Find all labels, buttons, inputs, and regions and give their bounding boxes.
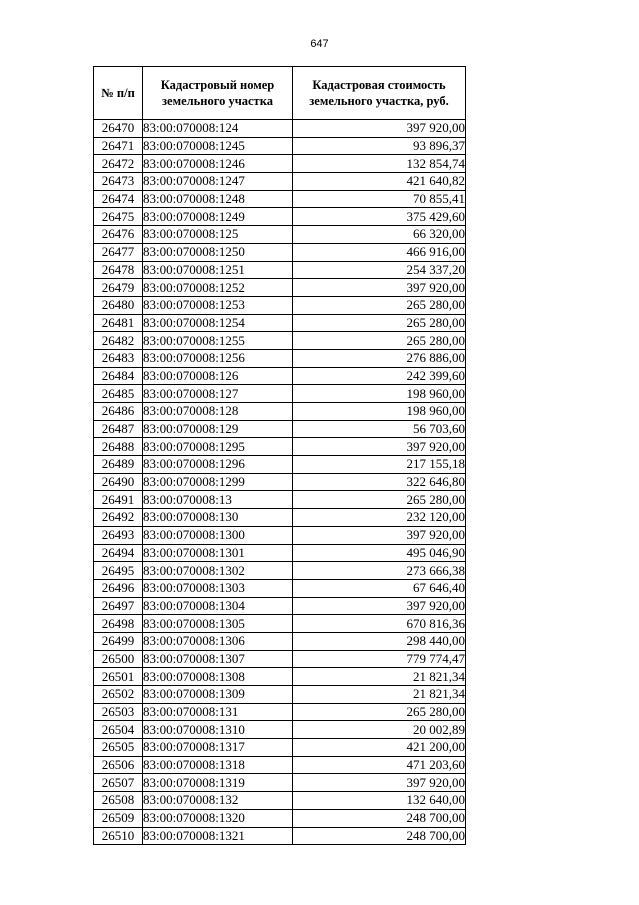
cadastral-cost-cell: 242 399,60 (293, 367, 466, 385)
table-row (94, 650, 466, 668)
table-row (94, 314, 466, 332)
row-number-cell: 26477 (94, 243, 143, 261)
table-row (94, 385, 466, 403)
cadastral-number-cell: 83:00:070008:1246 (143, 155, 293, 173)
cadastral-cost-cell: 421 200,00 (293, 739, 466, 757)
row-number-cell: 26493 (94, 526, 143, 544)
row-number-cell: 26494 (94, 544, 143, 562)
cadastral-number-cell: 83:00:070008:1254 (143, 314, 293, 332)
header-cadastral-cost: Кадастровая стоимость земельного участка, руб. (293, 67, 466, 120)
cadastral-cost-cell: 20 002,89 (293, 721, 466, 739)
cadastral-number-cell: 83:00:070008:1251 (143, 261, 293, 279)
row-number-cell: 26509 (94, 809, 143, 827)
cadastral-number-cell: 83:00:070008:1253 (143, 296, 293, 314)
table-row (94, 809, 466, 827)
cadastral-number-cell: 83:00:070008:13 (143, 491, 293, 509)
row-number-cell: 26474 (94, 190, 143, 208)
table-row (94, 438, 466, 456)
cadastral-number-cell: 83:00:070008:1308 (143, 668, 293, 686)
cadastral-number-cell: 83:00:070008:1252 (143, 279, 293, 297)
row-number-cell: 26481 (94, 314, 143, 332)
cadastral-number-cell: 83:00:070008:1318 (143, 756, 293, 774)
row-number-cell: 26506 (94, 756, 143, 774)
table-row (94, 739, 466, 757)
table-row (94, 456, 466, 474)
page-number: 647 (310, 38, 329, 50)
cadastral-number-cell: 83:00:070008:1249 (143, 208, 293, 226)
table-row (94, 226, 466, 244)
cadastral-cost-cell: 397 920,00 (293, 120, 466, 138)
cadastral-cost-cell: 132 640,00 (293, 792, 466, 810)
row-number-cell: 26475 (94, 208, 143, 226)
table-row (94, 296, 466, 314)
row-number-cell: 26485 (94, 385, 143, 403)
table-row (94, 473, 466, 491)
row-number-cell: 26507 (94, 774, 143, 792)
row-number-cell: 26472 (94, 155, 143, 173)
table-row (94, 827, 466, 845)
table-row (94, 420, 466, 438)
cadastral-number-cell: 83:00:070008:1299 (143, 473, 293, 491)
row-number-cell: 26491 (94, 491, 143, 509)
cadastral-cost-cell: 21 821,34 (293, 686, 466, 704)
row-number-cell: 26499 (94, 632, 143, 650)
table-row (94, 120, 466, 138)
row-number-cell: 26473 (94, 173, 143, 191)
table-row (94, 349, 466, 367)
cadastral-number-cell: 83:00:070008:1245 (143, 137, 293, 155)
row-number-cell: 26495 (94, 562, 143, 580)
row-number-cell: 26489 (94, 456, 143, 474)
row-number-cell: 26504 (94, 721, 143, 739)
row-number-cell: 26470 (94, 120, 143, 138)
cadastral-number-cell: 83:00:070008:1247 (143, 173, 293, 191)
cadastral-cost-cell: 265 280,00 (293, 703, 466, 721)
row-number-cell: 26503 (94, 703, 143, 721)
cadastral-cost-cell: 265 280,00 (293, 296, 466, 314)
row-number-cell: 26471 (94, 137, 143, 155)
cadastral-cost-cell: 421 640,82 (293, 173, 466, 191)
cadastral-number-cell: 83:00:070008:1300 (143, 526, 293, 544)
row-number-cell: 26488 (94, 438, 143, 456)
table-row (94, 491, 466, 509)
row-number-cell: 26487 (94, 420, 143, 438)
row-number-cell: 26497 (94, 597, 143, 615)
row-number-cell: 26484 (94, 367, 143, 385)
cadastral-cost-cell: 66 320,00 (293, 226, 466, 244)
table-row (94, 668, 466, 686)
cadastral-cost-cell: 132 854,74 (293, 155, 466, 173)
table-row (94, 208, 466, 226)
cadastral-number-cell: 83:00:070008:1304 (143, 597, 293, 615)
cadastral-number-cell: 83:00:070008:1302 (143, 562, 293, 580)
table-row (94, 774, 466, 792)
cadastral-number-cell: 83:00:070008:1306 (143, 632, 293, 650)
cadastral-cost-cell: 397 920,00 (293, 438, 466, 456)
cadastral-number-cell: 83:00:070008:1305 (143, 615, 293, 633)
cadastral-cost-cell: 397 920,00 (293, 526, 466, 544)
cadastral-cost-cell: 298 440,00 (293, 632, 466, 650)
row-number-cell: 26480 (94, 296, 143, 314)
cadastral-cost-cell: 56 703,60 (293, 420, 466, 438)
cadastral-cost-cell: 397 920,00 (293, 774, 466, 792)
table-row (94, 243, 466, 261)
cadastral-cost-cell: 248 700,00 (293, 827, 466, 845)
table-row (94, 526, 466, 544)
cadastral-number-cell: 83:00:070008:131 (143, 703, 293, 721)
row-number-cell: 26490 (94, 473, 143, 491)
cadastral-cost-cell: 265 280,00 (293, 332, 466, 350)
cadastral-cost-cell: 21 821,34 (293, 668, 466, 686)
header-row-number: № п/п (94, 67, 143, 120)
table-row (94, 632, 466, 650)
row-number-cell: 26510 (94, 827, 143, 845)
cadastral-number-cell: 83:00:070008:1317 (143, 739, 293, 757)
cadastral-number-cell: 83:00:070008:124 (143, 120, 293, 138)
cadastral-number-cell: 83:00:070008:1303 (143, 579, 293, 597)
cadastral-number-cell: 83:00:070008:1296 (143, 456, 293, 474)
table-row (94, 403, 466, 421)
cadastral-cost-cell: 466 916,00 (293, 243, 466, 261)
cadastral-value-table (93, 66, 466, 845)
table-row (94, 279, 466, 297)
row-number-cell: 26508 (94, 792, 143, 810)
table-body (94, 120, 466, 845)
cadastral-cost-cell: 779 774,47 (293, 650, 466, 668)
row-number-cell: 26505 (94, 739, 143, 757)
row-number-cell: 26482 (94, 332, 143, 350)
cadastral-number-cell: 83:00:070008:130 (143, 509, 293, 527)
row-number-cell: 26486 (94, 403, 143, 421)
table-row (94, 155, 466, 173)
row-number-cell: 26498 (94, 615, 143, 633)
cadastral-cost-cell: 375 429,60 (293, 208, 466, 226)
cadastral-number-cell: 83:00:070008:129 (143, 420, 293, 438)
row-number-cell: 26496 (94, 579, 143, 597)
table-row (94, 173, 466, 191)
cadastral-number-cell: 83:00:070008:1310 (143, 721, 293, 739)
table-row (94, 792, 466, 810)
cadastral-number-cell: 83:00:070008:128 (143, 403, 293, 421)
row-number-cell: 26501 (94, 668, 143, 686)
row-number-cell: 26478 (94, 261, 143, 279)
cadastral-number-cell: 83:00:070008:1255 (143, 332, 293, 350)
cadastral-cost-cell: 495 046,90 (293, 544, 466, 562)
table-row (94, 509, 466, 527)
cadastral-number-cell: 83:00:070008:1295 (143, 438, 293, 456)
table-row (94, 686, 466, 704)
row-number-cell: 26479 (94, 279, 143, 297)
cadastral-number-cell: 83:00:070008:1256 (143, 349, 293, 367)
cadastral-number-cell: 83:00:070008:1250 (143, 243, 293, 261)
cadastral-cost-cell: 471 203,60 (293, 756, 466, 774)
cadastral-number-cell: 83:00:070008:1248 (143, 190, 293, 208)
cadastral-cost-cell: 265 280,00 (293, 314, 466, 332)
cadastral-cost-cell: 276 886,00 (293, 349, 466, 367)
cadastral-number-cell: 83:00:070008:132 (143, 792, 293, 810)
table-row (94, 544, 466, 562)
row-number-cell: 26500 (94, 650, 143, 668)
cadastral-cost-cell: 322 646,80 (293, 473, 466, 491)
cadastral-number-cell: 83:00:070008:1309 (143, 686, 293, 704)
cadastral-cost-cell: 265 280,00 (293, 491, 466, 509)
table-row (94, 579, 466, 597)
table-row (94, 721, 466, 739)
row-number-cell: 26476 (94, 226, 143, 244)
table-row (94, 703, 466, 721)
table-row (94, 615, 466, 633)
table-row (94, 597, 466, 615)
cadastral-number-cell: 83:00:070008:1301 (143, 544, 293, 562)
table-row (94, 367, 466, 385)
cadastral-cost-cell: 397 920,00 (293, 597, 466, 615)
table-row (94, 137, 466, 155)
table-row (94, 756, 466, 774)
cadastral-number-cell: 83:00:070008:126 (143, 367, 293, 385)
table-row (94, 261, 466, 279)
table-header-row (94, 67, 466, 120)
cadastral-cost-cell: 670 816,36 (293, 615, 466, 633)
cadastral-cost-cell: 217 155,18 (293, 456, 466, 474)
row-number-cell: 26492 (94, 509, 143, 527)
cadastral-number-cell: 83:00:070008:1321 (143, 827, 293, 845)
cadastral-cost-cell: 273 666,38 (293, 562, 466, 580)
table-row (94, 332, 466, 350)
cadastral-cost-cell: 67 646,40 (293, 579, 466, 597)
cadastral-cost-cell: 397 920,00 (293, 279, 466, 297)
cadastral-cost-cell: 70 855,41 (293, 190, 466, 208)
cadastral-number-cell: 83:00:070008:1319 (143, 774, 293, 792)
cadastral-number-cell: 83:00:070008:127 (143, 385, 293, 403)
cadastral-cost-cell: 198 960,00 (293, 403, 466, 421)
cadastral-cost-cell: 254 337,20 (293, 261, 466, 279)
table-row (94, 190, 466, 208)
cadastral-cost-cell: 93 896,37 (293, 137, 466, 155)
cadastral-number-cell: 83:00:070008:1307 (143, 650, 293, 668)
header-cadastral-number: Кадастровый номер земельного участка (143, 67, 293, 120)
table-row (94, 562, 466, 580)
row-number-cell: 26502 (94, 686, 143, 704)
cadastral-cost-cell: 248 700,00 (293, 809, 466, 827)
cadastral-number-cell: 83:00:070008:1320 (143, 809, 293, 827)
cadastral-cost-cell: 232 120,00 (293, 509, 466, 527)
cadastral-number-cell: 83:00:070008:125 (143, 226, 293, 244)
cadastral-cost-cell: 198 960,00 (293, 385, 466, 403)
row-number-cell: 26483 (94, 349, 143, 367)
